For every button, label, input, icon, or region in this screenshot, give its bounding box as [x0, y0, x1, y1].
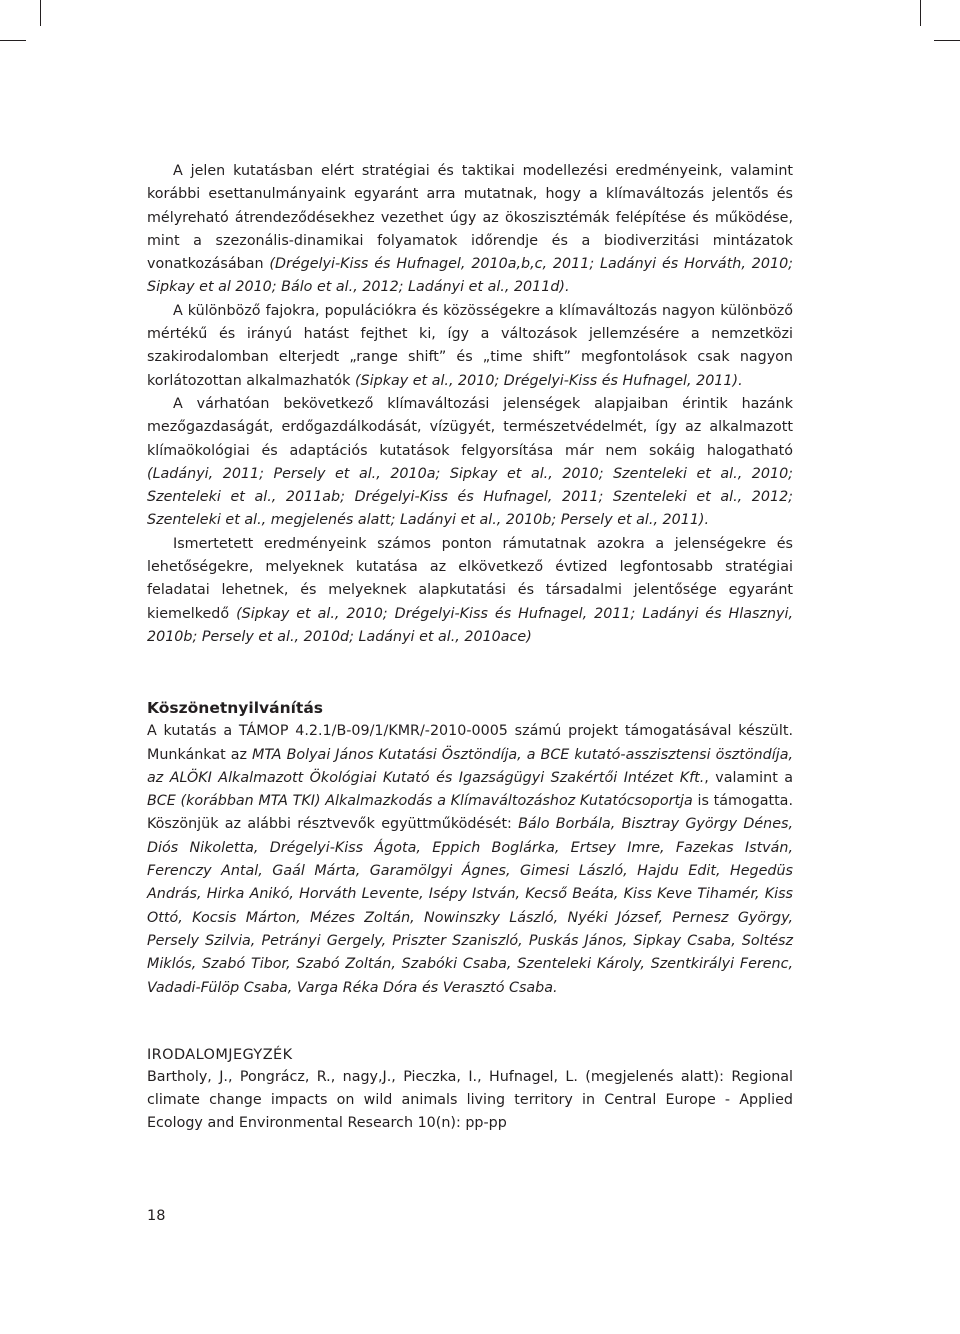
text-run: , valamint a	[704, 769, 794, 786]
page-number: 18	[147, 1208, 166, 1224]
crop-mark-right	[920, 0, 921, 26]
text-run: A különböző fajokra, populációkra és közösségekre a klímaváltozás nagyon különböző mértékű és irányú hatást fejthet ki, így a változások jellemzésére a nemzetközi szakirodalomban elterjedt „range shift” és „time shift” megfontolások csak nagyon korlátozottan alkalmazhatók	[147, 302, 793, 389]
paragraph-1	[147, 160, 793, 300]
paragraph-4	[147, 533, 793, 649]
text-run: A kutatás a TÁMOP 4.2.1/B-09/1/KMR/-2010-0005 számú projekt támogatásával készült. Munkánkat az	[147, 723, 793, 763]
text-run: is támogatta. Köszönjük az alábbi résztvevők együttműködését:	[147, 793, 793, 833]
reference-item: Bartholy, J., Pongrácz, R., nagy,J., Pieczka, I., Hufnagel, L. (megjelenés alatt): Regional climate change impacts on wild animals living territory in Central Europe - Applied Ecology and Environmental Research 10(n): pp-pp	[147, 1068, 793, 1132]
paragraph-2	[147, 300, 793, 393]
italic-citation: Bálo Borbála, Bisztray György Dénes, Diós Nikoletta, Drégelyi-Kiss Ágota, Eppich Boglárka, Ertsey Imre, Fazekas István, Ferenczy Antal, Gaál Márta, Garamölgyi Ágnes, Gimesi László, Hajdu Edit, Hegedüs András, Hirka Anikó, Horváth Levente, Isépy István, Kecső Beáta, Kiss Keve Tihamér, Kiss Ottó, Kocsis Márton, Mézes Zoltán, Nowinszky László, Nyéki József, Pernesz György, Persely Szilvia, Petrányi Gergely, Priszter Szaniszló, Puskás János, Sipkay Csaba, Soltész Miklós, Szabó Tibor, Szabó Zoltán, Szabóki Csaba, Szenteleki Károly, Szentkirályi Ferenc, Vadadi-Fülöp Csaba, Varga Réka Dóra és Verasztó Csaba.	[147, 816, 793, 996]
text-run: A jelen kutatásban elért stratégiai és taktikai modellezési eredményeink, valamint korábbi esettanulmányaink egyaránt arra mutatnak, hogy a klímaváltozás jelentős és mélyreható átrendeződésekhez vezethet úgy az ökoszisztémák felépítése és működése, mint a szezonális-dinamikai folyamatok időrendje és a biodiverzitási mintázatok vonatkozásában	[147, 163, 793, 273]
acknowledgements-paragraph	[147, 720, 793, 1000]
italic-citation: (Sipkay et al., 2010; Drégelyi-Kiss és Hufnagel, 2011).	[355, 372, 743, 389]
references-title: IRODALOMJEGYZÉK	[147, 1046, 293, 1063]
paragraph-3	[147, 393, 793, 533]
crop-mark-top-left	[0, 40, 26, 41]
acknowledgements-title: Köszönetnyilvánítás	[147, 699, 324, 718]
italic-citation: (Ladányi, 2011; Persely et al., 2010a; Sipkay et al., 2010; Szenteleki et al., 2010; Szenteleki et al., 2011ab; Drégelyi-Kiss és Hufnagel, 2011; Szenteleki et al., 2012; Szenteleki et al., megjelenés alatt; Ladányi et al., 2010b; Persely et al., 2011).	[147, 465, 793, 529]
crop-mark-top-right	[934, 40, 960, 41]
acknowledgements-section	[147, 697, 793, 1000]
text-run: A várhatóan bekövetkező klímaváltozási jelenségek alapjaiban érintik hazánk mezőgazdaságát, erdőgazdálkodását, vízügyét, természetvédelmét, így az alkalmazott klímaökológiai és adaptációs kutatások felgyorsítása már nem sokáig halogatható	[147, 395, 793, 459]
text-run: Ismertetett eredményeink számos ponton rámutatnak azokra a jelenségekre és lehetőségekre, melyeknek kutatása az elkövetkező évtized legfontosabb stratégiai feladatai lehetnek, és melyeknek alapkutatási és társadalmi jelentősége egyaránt kiemelkedő	[147, 535, 793, 622]
page-content	[147, 160, 793, 1136]
italic-citation: MTA Bolyai János Kutatási Ösztöndíja, a BCE kutató-asszisztensi ösztöndíja, az ALÖKI Alkalmazott Ökológiai Kutató és Igazságügyi Szakértői Intézet Kft.	[147, 746, 794, 786]
italic-citation: BCE (korábban MTA TKI) Alkalmazkodás a Klímaváltozáshoz Kutatócsoportja	[147, 793, 693, 810]
italic-citation: (Sipkay et al., 2010; Drégelyi-Kiss és Hufnagel, 2011; Ladányi és Hlasznyi, 2010b; Persely et al., 2010d; Ladányi et al., 2010ace)	[147, 605, 793, 645]
italic-citation: (Drégelyi-Kiss és Hufnagel, 2010a,b,c, 2011; Ladányi és Horváth, 2010; Sipkay et al 2010; Bálo et al., 2012; Ladányi et al., 2011d).	[147, 256, 793, 296]
body-text	[147, 160, 793, 649]
crop-mark-left	[40, 0, 41, 26]
